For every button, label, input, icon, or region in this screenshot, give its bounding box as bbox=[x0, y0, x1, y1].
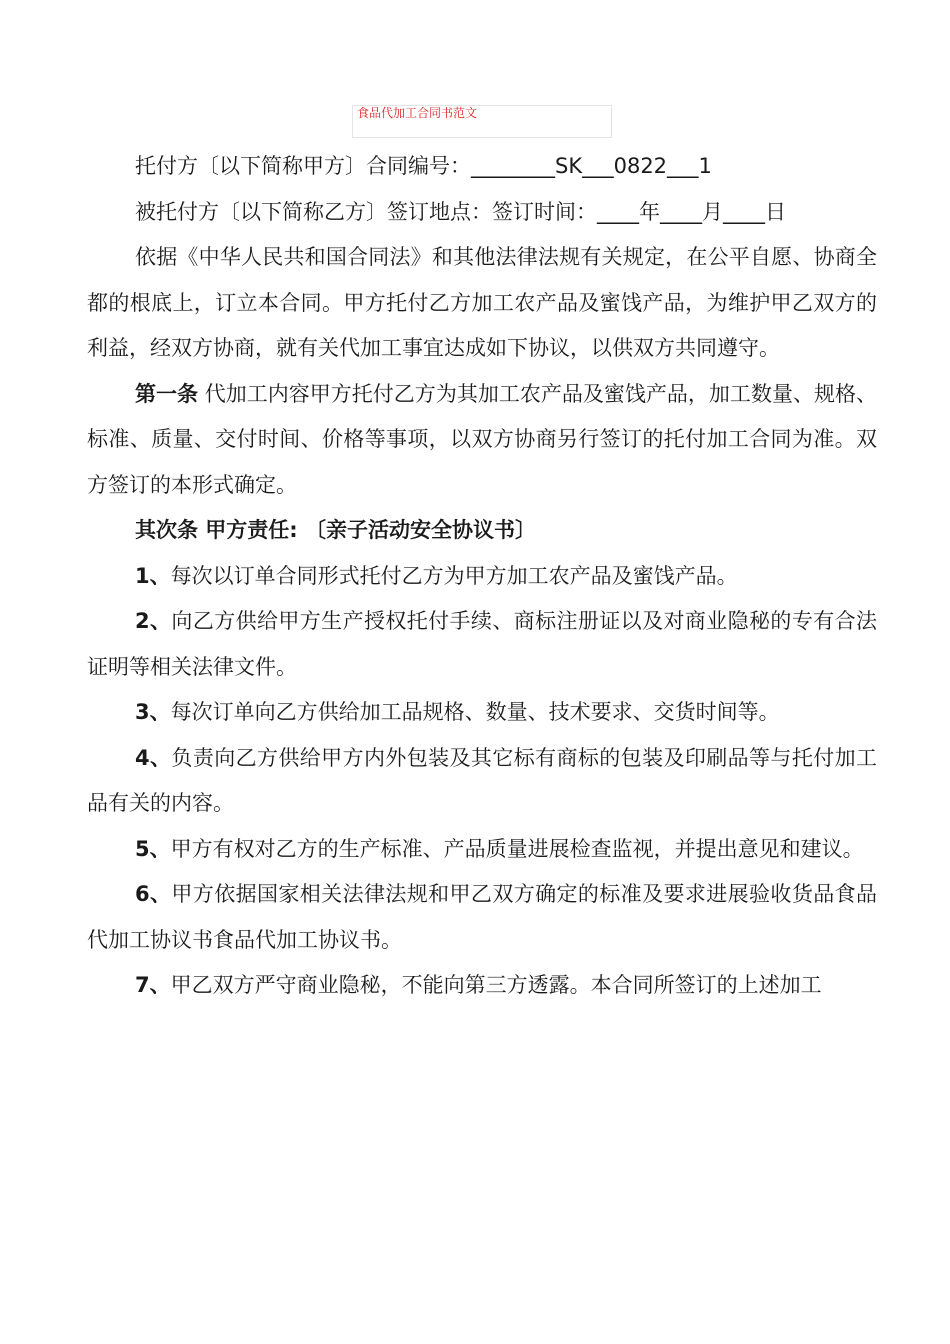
list-item-text: 甲方依据国家相关法律法规和甲乙双方确定的标准及要求进展验收货品食品代加工协议书食品代加工协议书。 bbox=[87, 882, 878, 952]
list-item-2 bbox=[87, 599, 877, 690]
list-item-1 bbox=[87, 554, 877, 600]
list-item-text: 每次订单向乙方供给加工品规格、数量、技术要求、交货时间等。 bbox=[170, 700, 780, 724]
list-item-number: 5 bbox=[135, 836, 150, 861]
paragraph-signing-info: 被托付方〔以下简称乙方〕签订地点：签订时间：____年____月____日 bbox=[135, 199, 786, 224]
list-item-separator: 、 bbox=[149, 609, 172, 633]
list-item-6 bbox=[87, 872, 877, 963]
list-item-text: 甲乙双方严守商业隐秘，不能向第三方透露。本合同所签订的上述加工 bbox=[170, 973, 822, 997]
list-item-number: 4 bbox=[135, 745, 150, 770]
document-header-title: 食品代加工合同书范文 bbox=[357, 106, 478, 120]
list-item-text: 负责向乙方供给甲方内外包装及其它标有商标的包装及印刷品等与托付加工品有关的内容。 bbox=[87, 745, 878, 815]
paragraph-contract-number: 托付方〔以下简称甲方〕合同编号：________SK___0822___1 bbox=[135, 154, 712, 178]
list-item-separator: 、 bbox=[149, 882, 172, 906]
list-item-separator: 、 bbox=[149, 563, 171, 588]
list-item-text: 每次以订单合同形式托付乙方为甲方加工农产品及蜜饯产品。 bbox=[170, 563, 738, 588]
list-item-number: 2 bbox=[135, 609, 150, 633]
paragraph-article-1 bbox=[87, 372, 877, 509]
list-item-number: 3 bbox=[135, 700, 150, 724]
article-1-label: 第一条 bbox=[135, 381, 199, 406]
document-body bbox=[87, 144, 877, 1009]
list-item-text: 向乙方供给甲方生产授权托付手续、商标注册证以及对商业隐秘的专有合法证明等相关法律文件。 bbox=[87, 609, 878, 679]
list-item-number: 1 bbox=[135, 563, 150, 588]
header-box bbox=[352, 105, 612, 138]
list-item-separator: 、 bbox=[149, 745, 172, 770]
list-item-separator: 、 bbox=[149, 700, 171, 724]
list-item-3 bbox=[87, 690, 877, 736]
list-item-text: 甲方有权对乙方的生产标准、产品质量进展检查监视，并提出意见和建议。 bbox=[170, 836, 864, 861]
list-item-separator: 、 bbox=[149, 973, 171, 997]
list-item-separator: 、 bbox=[149, 836, 171, 861]
list-item-number: 6 bbox=[135, 882, 150, 906]
article-2-heading: 其次条 甲方责任: 〔亲子活动安全协议书〕 bbox=[135, 518, 537, 542]
list-item-4 bbox=[87, 736, 877, 827]
list-item-7 bbox=[87, 963, 877, 1009]
paragraph-article-2-heading bbox=[87, 508, 877, 554]
paragraph-preamble: 依据《中华人民共和国合同法》和其他法律法规有关规定，在公平自愿、协商全都的根底上，订立本合同。甲方托付乙方加工农产品及蜜饯产品，为维护甲乙双方的利益，经双方协商，就有关代加工事宜达成如下协议，以供双方共同遵守。 bbox=[87, 245, 877, 360]
list-item-5 bbox=[87, 827, 877, 873]
list-item-number: 7 bbox=[135, 973, 150, 997]
article-1-text: 代加工内容甲方托付乙方为其加工农产品及蜜饯产品，加工数量、规格、标准、质量、交付时间、价格等事项，以双方协商另行签订的托付加工合同为准。双方签订的本形式确定。 bbox=[87, 381, 877, 497]
